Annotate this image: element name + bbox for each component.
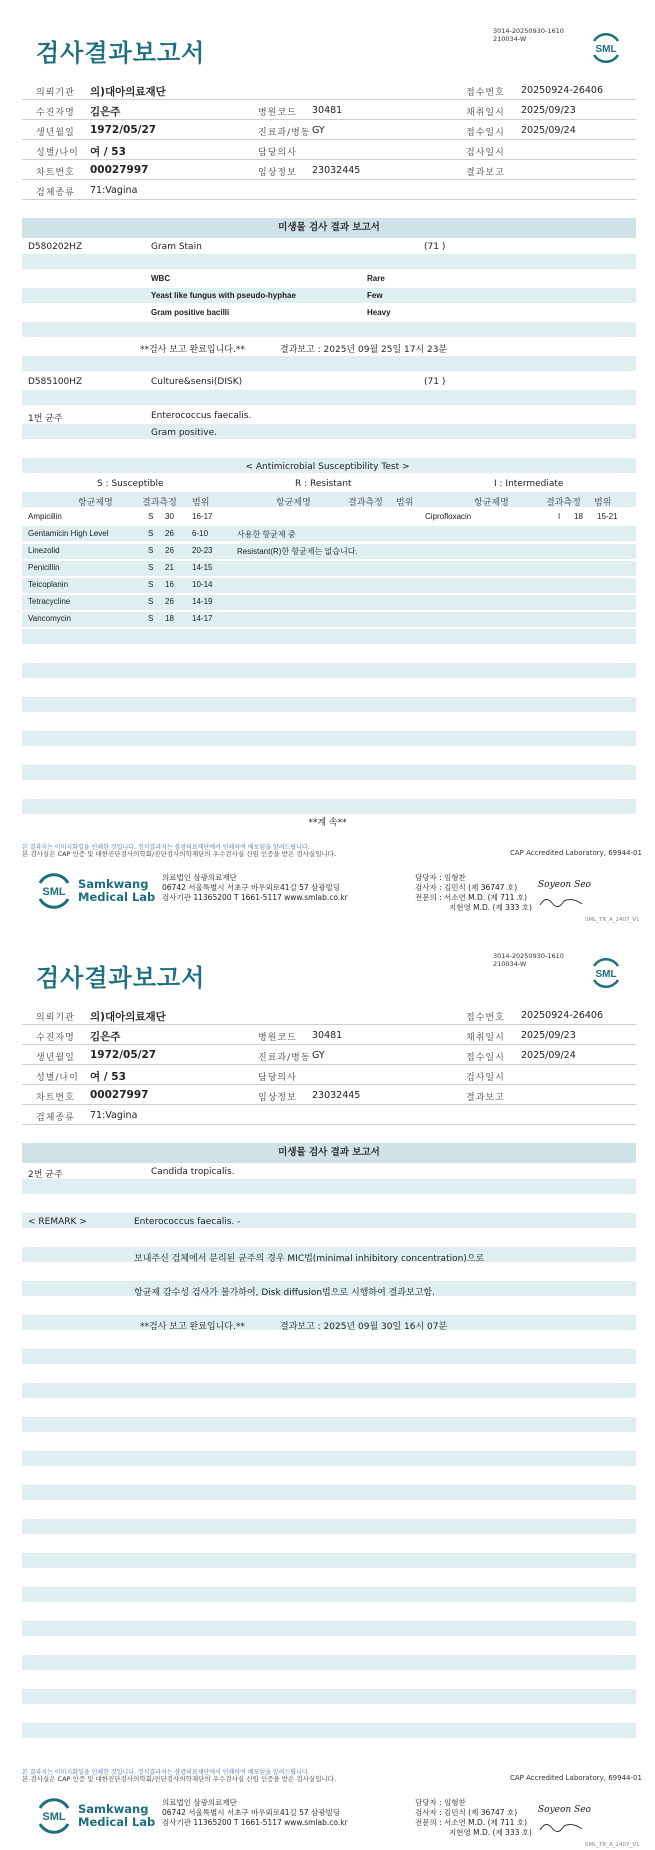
form-code: SML_TR_A_2407_V1 xyxy=(585,1842,640,1848)
legend-susceptible: S : Susceptible xyxy=(97,479,164,489)
footer-org-info: 의료법인 삼광의료재단 06742 서울특별시 서초구 바우뫼로41길 57 삼광빌딩 검사기관 11365200 T 1661-5117 www.smlab.co.kr xyxy=(162,1798,348,1827)
ast-row-drug: Teicoplanin xyxy=(28,580,69,589)
ast-row-range: 20-23 xyxy=(192,546,213,555)
header-row-birth xyxy=(22,120,636,140)
svg-text:SML: SML xyxy=(42,886,66,898)
sml-logo-icon xyxy=(590,957,622,989)
ast-right-range: 15-21 xyxy=(597,512,618,521)
footer-org-info xyxy=(162,873,348,903)
ast-right-result: I xyxy=(558,512,561,521)
value-sex-age: 여 / 53 xyxy=(90,146,126,158)
header-row-patient xyxy=(22,100,636,120)
report-time-2: 결과보고 : 2025년 09월 30일 16시 07분 xyxy=(280,1322,448,1332)
header-row-patient: 수진자명 김은주 병원코드 30481 채취일시 2025/09/23 xyxy=(22,1025,636,1045)
ast-row-range: 14-17 xyxy=(192,614,213,623)
footer-accredited: CAP Accredited Laboratory, 69944-01 xyxy=(510,1774,642,1782)
value-clinical: 23032445 xyxy=(312,165,361,176)
gram-label-gpb: Gram positive bacilli xyxy=(151,308,230,317)
value-hospital-code: 30481 xyxy=(312,105,343,116)
svg-text:SML: SML xyxy=(595,969,617,980)
ast-row-value: 26 xyxy=(165,546,174,555)
ast-row-value: 18 xyxy=(165,614,174,623)
ast-row-drug: Penicillin xyxy=(28,563,60,572)
header-row-sex-age xyxy=(22,140,636,160)
footer-brand: Samkwang Medical Lab xyxy=(78,1802,156,1829)
remark-line-1: Enterococcus faecalis. - xyxy=(134,1217,241,1227)
value-received: 2025/09/24 xyxy=(521,125,576,136)
label-receipt-no: 접수번호 xyxy=(466,88,505,98)
ast-note-1: 사용한 항균제 중 xyxy=(237,530,296,539)
remark-line-3: 항균제 감수성 검사가 불가하여, Disk diffusion법으로 시행하여 결과보고함. xyxy=(134,1288,435,1298)
report-complete-2: **검사 보고 완료입니다.** xyxy=(140,1322,245,1332)
col-range-3: 범위 xyxy=(594,498,612,508)
label-collected: 채취일시 xyxy=(466,108,505,118)
ast-note-2: Resistant(R)한 항균제는 없습니다. xyxy=(237,547,358,556)
header-row-chart: 차트번호 00027997 임상정보 23032445 결과보고 xyxy=(22,1085,636,1105)
continue-marker: **계 속** xyxy=(308,818,347,828)
report-time-1: 결과보고 : 2025년 09월 25일 17시 23분 xyxy=(280,345,448,355)
legend-resistant: R : Resistant xyxy=(295,479,352,489)
signature-scribble-icon xyxy=(538,895,584,909)
gram-value-yeast: Few xyxy=(367,291,383,300)
label-chart: 차트번호 xyxy=(36,168,75,178)
footer-address: 06742 서울특별시 서초구 바우뫼로41길 57 삼광빌딩 xyxy=(162,883,341,892)
document-id-line2: 210034-W xyxy=(493,35,527,43)
label-examiner: 검사일시 xyxy=(466,148,505,158)
ast-row-range: 14-15 xyxy=(192,563,213,572)
col-result-2: 결과측정 xyxy=(348,498,383,508)
organism1-name: Enterococcus faecalis. xyxy=(151,411,252,421)
value-specimen: 71:Vagina xyxy=(90,185,138,196)
label-dept: 진료과/병동 xyxy=(258,128,311,138)
footer-warning: 본 결과지는 이미지화일을 인쇄한 것입니다. 정식결과지는 삼광의료재단에서 인쇄하여 배포됨을 알려드립니다. xyxy=(22,844,310,851)
ast-row-result: S xyxy=(148,512,154,521)
ast-row-range: 14-19 xyxy=(192,597,213,606)
col-drug-3: 항균제명 xyxy=(474,498,509,508)
gram-value-gpb: Heavy xyxy=(367,308,391,317)
svg-text:SML: SML xyxy=(42,1811,66,1823)
report-page-2 xyxy=(0,925,655,1850)
sml-footer-logo-icon xyxy=(36,873,72,909)
sml-logo-icon xyxy=(590,32,622,64)
footer-cap-note: 본 검사실은 CAP 인증 및 대한진단검사의학회/진단검사의학재단의 우수검사실 신임 인증을 받은 검사실입니다. xyxy=(22,850,337,858)
ast-title: < Antimicrobial Susceptibility Test > xyxy=(245,462,410,472)
test1-specimen: (71 ) xyxy=(424,242,446,252)
ast-row-value: 30 xyxy=(165,512,174,521)
label-patient: 수진자명 xyxy=(36,108,75,118)
test1-name: Gram Stain xyxy=(151,242,202,252)
gram-label-yeast: Yeast like fungus with pseudo-hyphae xyxy=(151,291,296,300)
section-title: 미생물 검사 결과 보고서 xyxy=(22,1143,636,1163)
form-code: SML_TR_A_2407_V1 xyxy=(585,917,640,923)
value-chart: 00027997 xyxy=(90,164,149,176)
value-patient: 김은주 xyxy=(90,106,121,118)
footer-warning: 본 결과지는 이미지화일을 인쇄한 것입니다. 정식결과지는 삼광의료재단에서 인쇄하여 배포됨을 알려드립니다. xyxy=(22,1769,310,1776)
col-result-3: 결과측정 xyxy=(546,498,581,508)
ast-row-drug: Tetracycline xyxy=(28,597,71,606)
brand-line-1: Samkwang xyxy=(78,877,149,891)
header-row-specimen: 검체종류 71:Vagina xyxy=(22,1105,636,1125)
document-id-line2: 210034-W xyxy=(493,960,527,968)
section-title: 미생물 검사 결과 보고서 xyxy=(22,218,636,238)
label-institution: 의뢰기관 xyxy=(36,88,75,98)
col-range-2: 범위 xyxy=(396,498,414,508)
organism2-label: 2번 균주 xyxy=(28,1170,63,1180)
label-doctor: 담당의사 xyxy=(258,148,297,158)
report-complete-1: **검사 보고 완료입니다.** xyxy=(140,345,245,355)
label-received: 접수일시 xyxy=(466,128,505,138)
test1-code: D580202HZ xyxy=(28,242,83,252)
value-institution: 의)대아의료재단 xyxy=(90,86,166,98)
ast-row-value: 26 xyxy=(165,597,174,606)
page-title: 검사결과보고서 xyxy=(36,964,206,992)
ast-right-drug: Ciprofloxacin xyxy=(425,512,472,521)
label-birth: 생년월일 xyxy=(36,128,75,138)
brand-line-2: Medical Lab xyxy=(78,890,156,904)
footer-accredited: CAP Accredited Laboratory, 69944-01 xyxy=(510,849,642,857)
value-dept: GY xyxy=(312,125,325,136)
col-range-1: 범위 xyxy=(192,498,210,508)
ast-row-result: S xyxy=(148,580,154,589)
value-receipt-no: 20250924-26406 xyxy=(521,85,604,96)
svg-text:SML: SML xyxy=(595,44,617,55)
signature-scribble-icon xyxy=(538,1820,584,1834)
ast-row-result: S xyxy=(148,597,154,606)
value-collected: 2025/09/23 xyxy=(521,105,576,116)
ast-row-range: 10-14 xyxy=(192,580,213,589)
ast-row-range: 16-17 xyxy=(192,512,213,521)
ast-row-result: S xyxy=(148,546,154,555)
footer-staff: 담당자 : 임형찬 검사자 : 김민식 (제 36747 호) 전문의 : 서소연 M.D. (제 711 호) 지현영 M.D. (제 333 호) xyxy=(415,873,532,912)
sml-footer-logo-icon xyxy=(36,1798,72,1834)
signature: Soyeon Seo xyxy=(538,1805,591,1815)
ast-row-result: S xyxy=(148,529,154,538)
test2-code: D585100HZ xyxy=(28,377,83,387)
legend-intermediate: I : Intermediate xyxy=(494,479,564,489)
label-sex-age: 성별/나이 xyxy=(36,148,79,158)
ast-row-result: S xyxy=(148,563,154,572)
footer-cap-note: 본 검사실은 CAP 인증 및 대한진단검사의학회/진단검사의학재단의 우수검사실 신임 인증을 받은 검사실입니다. xyxy=(22,1775,337,1783)
ast-right-value: 18 xyxy=(574,512,583,521)
ast-row-drug: Gentamicin High Level xyxy=(28,529,109,538)
ast-row-drug: Ampicillin xyxy=(28,512,62,521)
gram-value-wbc: Rare xyxy=(367,274,385,283)
footer-org: 의료법인 삼광의료재단 xyxy=(162,873,237,882)
header-row-institution: 의뢰기관 의)대아의료재단 접수번호 20250924-26406 xyxy=(22,1005,636,1025)
ast-row-value: 16 xyxy=(165,580,174,589)
header-row-sex-age: 성별/나이 여 / 53 담당의사 검사일시 xyxy=(22,1065,636,1085)
document-id-line1: 3014-20250930-1610 xyxy=(493,952,564,960)
col-result-1: 결과측정 xyxy=(142,498,177,508)
organism1-label: 1번 균주 xyxy=(28,414,63,424)
test2-specimen: (71 ) xyxy=(424,377,446,387)
header-row-chart xyxy=(22,160,636,180)
remark-label: < REMARK > xyxy=(28,1217,87,1227)
footer-contact: 검사기관 11365200 T 1661-5117 www.smlab.co.kr xyxy=(162,893,348,902)
label-specimen: 검체종류 xyxy=(36,188,75,198)
value-birth: 1972/05/27 xyxy=(90,124,157,136)
document-id xyxy=(493,27,564,43)
header-row-institution xyxy=(22,80,636,100)
label-result-report: 결과보고 xyxy=(466,168,505,178)
gram-label-wbc: WBC xyxy=(151,274,171,283)
ast-row-drug: Vancomycin xyxy=(28,614,71,623)
organism1-gram: Gram positive. xyxy=(151,428,217,438)
footer-brand xyxy=(78,878,155,904)
header-row-birth: 생년월일 1972/05/27 진료과/병동 GY 접수일시 2025/09/24 xyxy=(22,1045,636,1065)
page-title: 검사결과보고서 xyxy=(36,39,206,67)
document-id-line1: 3014-20250930-1610 xyxy=(493,27,564,35)
ast-row-result: S xyxy=(148,614,154,623)
test2-name: Culture&sensi(DISK) xyxy=(151,377,243,387)
signature: Soyeon Seo xyxy=(538,880,591,890)
col-drug-1: 항균제명 xyxy=(78,498,113,508)
organism2-name: Candida tropicalis. xyxy=(151,1167,235,1177)
ast-row-value: 26 xyxy=(165,529,174,538)
ast-row-range: 6-10 xyxy=(192,529,209,538)
ast-row-value: 21 xyxy=(165,563,174,572)
remark-line-2: 보내주신 검체에서 분리된 균주의 경우 MIC법(minimal inhibitory concentration)으로 xyxy=(134,1254,485,1264)
footer-staff: 담당자 : 임형찬 검사자 : 김민식 (제 36747 호) 전문의 : 서소연 M.D. (제 711 호) 지현영 M.D. (제 333 호) xyxy=(415,1798,532,1837)
label-clinical: 임상정보 xyxy=(258,168,297,178)
header-row-specimen xyxy=(22,180,636,200)
label-hospital-code: 병원코드 xyxy=(258,108,297,118)
document-id xyxy=(493,952,564,968)
col-drug-2: 항균제명 xyxy=(276,498,311,508)
ast-row-drug: Linezolid xyxy=(28,546,60,555)
